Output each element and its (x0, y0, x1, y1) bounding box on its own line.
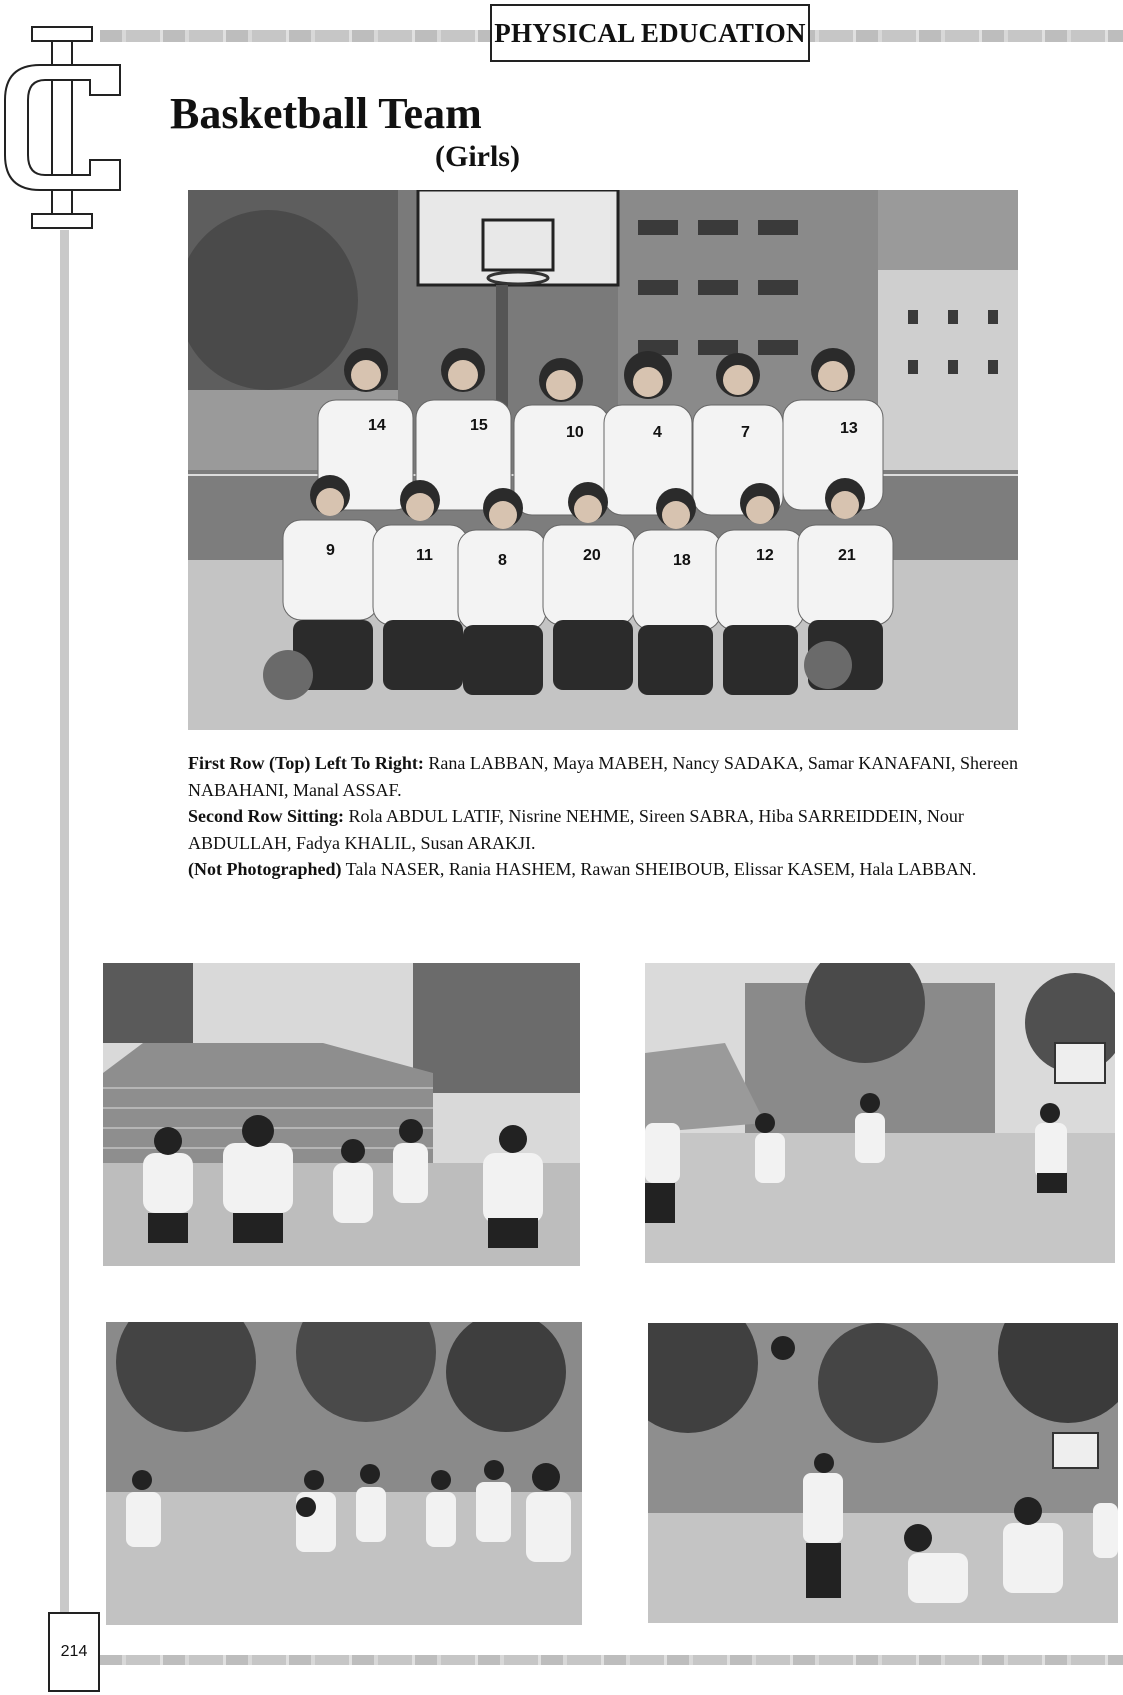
jersey-number: 21 (838, 547, 856, 564)
jersey-number: 11 (416, 547, 433, 564)
jersey-number: 12 (756, 547, 774, 564)
jersey-number: 15 (470, 417, 488, 434)
caption-row3 (188, 856, 1018, 883)
caption-row1 (188, 750, 1018, 803)
action-photo-1 (103, 963, 580, 1266)
ic-monogram-icon (0, 25, 125, 230)
caption-row1-names: Rana LABBAN, Maya MABEH, Nancy SADAKA, Samar KANAFANI, Shereen NABAHANI, Manal ASSAF. (188, 753, 1018, 800)
team-photo (188, 190, 1018, 730)
page-title: Basketball Team (170, 89, 482, 138)
jersey-number: 13 (840, 420, 858, 437)
team-caption (188, 750, 1018, 883)
caption-row1-label: First Row (Top) Left To Right: (188, 753, 424, 773)
jersey-number: 14 (368, 417, 386, 434)
action-photo-3 (106, 1322, 582, 1625)
caption-row3-names: Tala NASER, Rania HASHEM, Rawan SHEIBOUB, Elissar KASEM, Hala LABBAN. (341, 859, 977, 879)
action-photo-4 (648, 1323, 1118, 1623)
jersey-number: 9 (326, 542, 335, 559)
action-photo-2 (645, 963, 1115, 1263)
page-subtitle: (Girls) (435, 140, 520, 173)
jersey-number: 18 (673, 552, 691, 569)
caption-row2-label: Second Row Sitting: (188, 806, 345, 826)
section-label: PHYSICAL EDUCATION (494, 17, 806, 48)
page-number: 214 (60, 1643, 88, 1660)
page-number-box (48, 1612, 100, 1692)
bottom-rule (100, 1655, 1123, 1665)
caption-row2-names: Rola ABDUL LATIF, Nisrine NEHME, Sireen SABRA, Hiba SARREIDDEIN, Nour ABDULLAH, Fadya KHALIL, Susan ARAKJI. (188, 806, 964, 853)
caption-row3-label: (Not Photographed) (188, 859, 342, 879)
section-header (490, 4, 810, 62)
left-rule (60, 230, 69, 1630)
jersey-number: 20 (583, 547, 601, 564)
caption-row2 (188, 803, 1018, 856)
jersey-number: 4 (653, 424, 662, 441)
jersey-number: 7 (741, 424, 750, 441)
jersey-number: 10 (566, 424, 584, 441)
jersey-number: 8 (498, 552, 507, 569)
